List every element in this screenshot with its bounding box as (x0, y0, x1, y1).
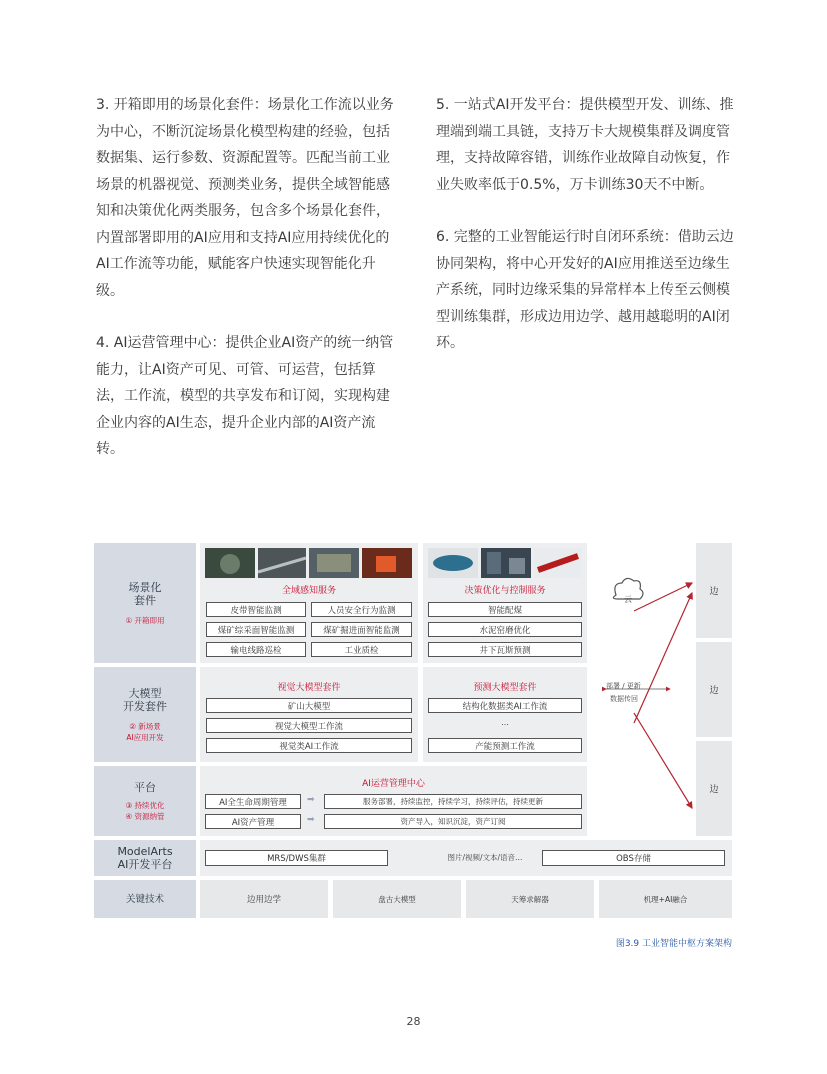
belt-monitor-box: 皮带智能监测 (206, 602, 306, 617)
arrow-right-icon: ➡ (307, 815, 315, 825)
perception-title: 全域感知服务 (281, 586, 336, 596)
obs-box: OBS存储 (542, 850, 725, 866)
arrow-right-icon: ➡ (307, 795, 315, 805)
model-suite-title: 大模型 开发套件 (123, 686, 167, 713)
figure-caption: 图3.9 工业智能中枢方案架构 (615, 939, 732, 949)
tech-mechanism-ai: 机理+AI融合 (599, 880, 732, 918)
model-suite-sub2: AI应用开发 (126, 732, 164, 742)
perception-panel (200, 543, 418, 663)
data-types-text: 图片/视频/文本/语音… (447, 853, 523, 862)
scene-suite-label (94, 543, 196, 663)
right-column (436, 92, 736, 383)
kiln-photo-icon (534, 548, 582, 578)
predict-title: 预测大模型套件 (473, 683, 537, 693)
plant-photo-icon (481, 548, 531, 578)
deploy-monitor-box: 服务部署，持续监控，持续学习，持续评估，持续更新 (324, 794, 582, 809)
decision-title: 决策优化与控制服务 (464, 586, 546, 596)
modelarts-title: ModelArts AI开发平台 (117, 845, 173, 871)
vision-panel (200, 667, 418, 762)
safety-monitor-box: 人员安全行为监测 (311, 602, 412, 617)
asset-mgmt-box: AI资产管理 (205, 814, 301, 829)
page-number: 28 (406, 1015, 421, 1028)
capacity-workflow-box: 产能预测工作流 (428, 738, 582, 753)
coal-blending-box: 智能配煤 (428, 602, 582, 617)
ops-panel (200, 766, 587, 836)
arrow-to-edge-1 (634, 583, 692, 611)
platform-title: 平台 (134, 780, 156, 794)
mining-face-box: 煤矿综采面智能监测 (206, 622, 306, 637)
tech-pangu: 盘古大模型 (333, 880, 461, 918)
furnace-photo-icon (362, 548, 412, 578)
ops-title: AI运营管理中心 (362, 779, 425, 789)
edge-node-2: 边 (696, 642, 732, 737)
vision-title: 视觉大模型套件 (277, 683, 341, 693)
tech-label (94, 880, 196, 918)
model-suite-sub1: ② 新场景 (129, 721, 161, 731)
scene-suite-title: 场景化 套件 (128, 580, 162, 607)
lifecycle-box: AI全生命周期管理 (205, 794, 301, 809)
vision-ai-workflow-box: 视觉类AI工作流 (206, 738, 412, 753)
sync-top-label: 部署 / 更新 (606, 682, 641, 690)
tunneling-face-box: 煤矿掘进面智能监测 (311, 622, 412, 637)
platform-label (94, 766, 196, 836)
tank-photo-icon (428, 548, 478, 578)
gas-prediction-box: 井下瓦斯预测 (428, 642, 582, 657)
cloud-label: 云 (624, 595, 632, 604)
paragraph-4: 4. AI运营管理中心：提供企业AI资产的统一纳管能力，让AI资产可见、可管、可运营，包括算法，工作流，模型的共享发布和订阅，实现构建企业内容的AI生态，提升企业内部的AI资产流转。 (96, 335, 394, 457)
model-suite-label (94, 667, 196, 762)
sync-bottom-label: 数据传回 (610, 695, 638, 703)
edge-node-1: 边 (696, 543, 732, 638)
modelarts-label (94, 840, 196, 876)
left-column (96, 92, 396, 489)
mrs-dws-box: MRS/DWS集群 (205, 850, 388, 866)
edge-node-3: 边 (696, 741, 732, 836)
quality-box: 工业质检 (311, 642, 412, 657)
cement-kiln-box: 水泥窑磨优化 (428, 622, 582, 637)
tech-edge-learning: 边用边学 (200, 880, 328, 918)
platform-sub1: ③ 持续优化 (125, 800, 165, 810)
paragraph-5: 5. 一站式AI开发平台：提供模型开发、训练、推理端到端工具链，支持万卡大规模集群及调度管理，支持故障容错，训练作业故障自动恢复，作业失败率低于0.5%，万卡训练30天不中断。 (436, 97, 734, 193)
tech-solver: 天筹求解器 (466, 880, 594, 918)
mine-photo-icon (205, 548, 255, 578)
arrow-to-edge-3 (634, 713, 692, 808)
modelarts-panel (200, 840, 732, 876)
architecture-diagram (94, 543, 734, 920)
predict-panel (423, 667, 587, 762)
arrow-to-edge-1b (634, 593, 692, 723)
structured-workflow-box: 结构化数据类AI工作流 (428, 698, 582, 713)
platform-sub2: ④ 资源纳管 (125, 811, 165, 821)
scene-suite-sub: ① 开箱即用 (125, 615, 165, 625)
paragraph-6: 6. 完整的工业智能运行时自闭环系统：借助云边协同架构，将中心开发好的AI应用推送至边缘生产系统，同时边缘采集的异常样本上传至云侧模型训练集群，形成边用边学、越用越聪明的AI闭环。 (436, 229, 734, 351)
decision-panel (423, 543, 587, 663)
tunnel-photo-icon (309, 548, 359, 578)
vision-workflow-box: 视觉大模型工作流 (206, 718, 412, 733)
conveyor-photo-icon (258, 548, 306, 578)
powerline-box: 输电线路巡检 (206, 642, 306, 657)
asset-import-box: 资产导入，知识沉淀，资产订阅 (324, 814, 582, 829)
ellipsis-text: ... (501, 718, 509, 727)
paragraph-3: 3. 开箱即用的场景化套件：场景化工作流以业务为中心，不断沉淀场景化模型构建的经验，包括数据集、运行参数、资源配置等。匹配当前工业场景的机器视觉、预测类业务，提供全域智能感知和决策优化两类服务，包含多个场景化套件，内置部署即用的AI应用和支持AI应用持续优化的AI工作流等功能，赋能客户快速实现智能化升级。 (96, 97, 394, 299)
tech-title: 关键技术 (125, 893, 164, 905)
mine-model-box: 矿山大模型 (206, 698, 412, 713)
